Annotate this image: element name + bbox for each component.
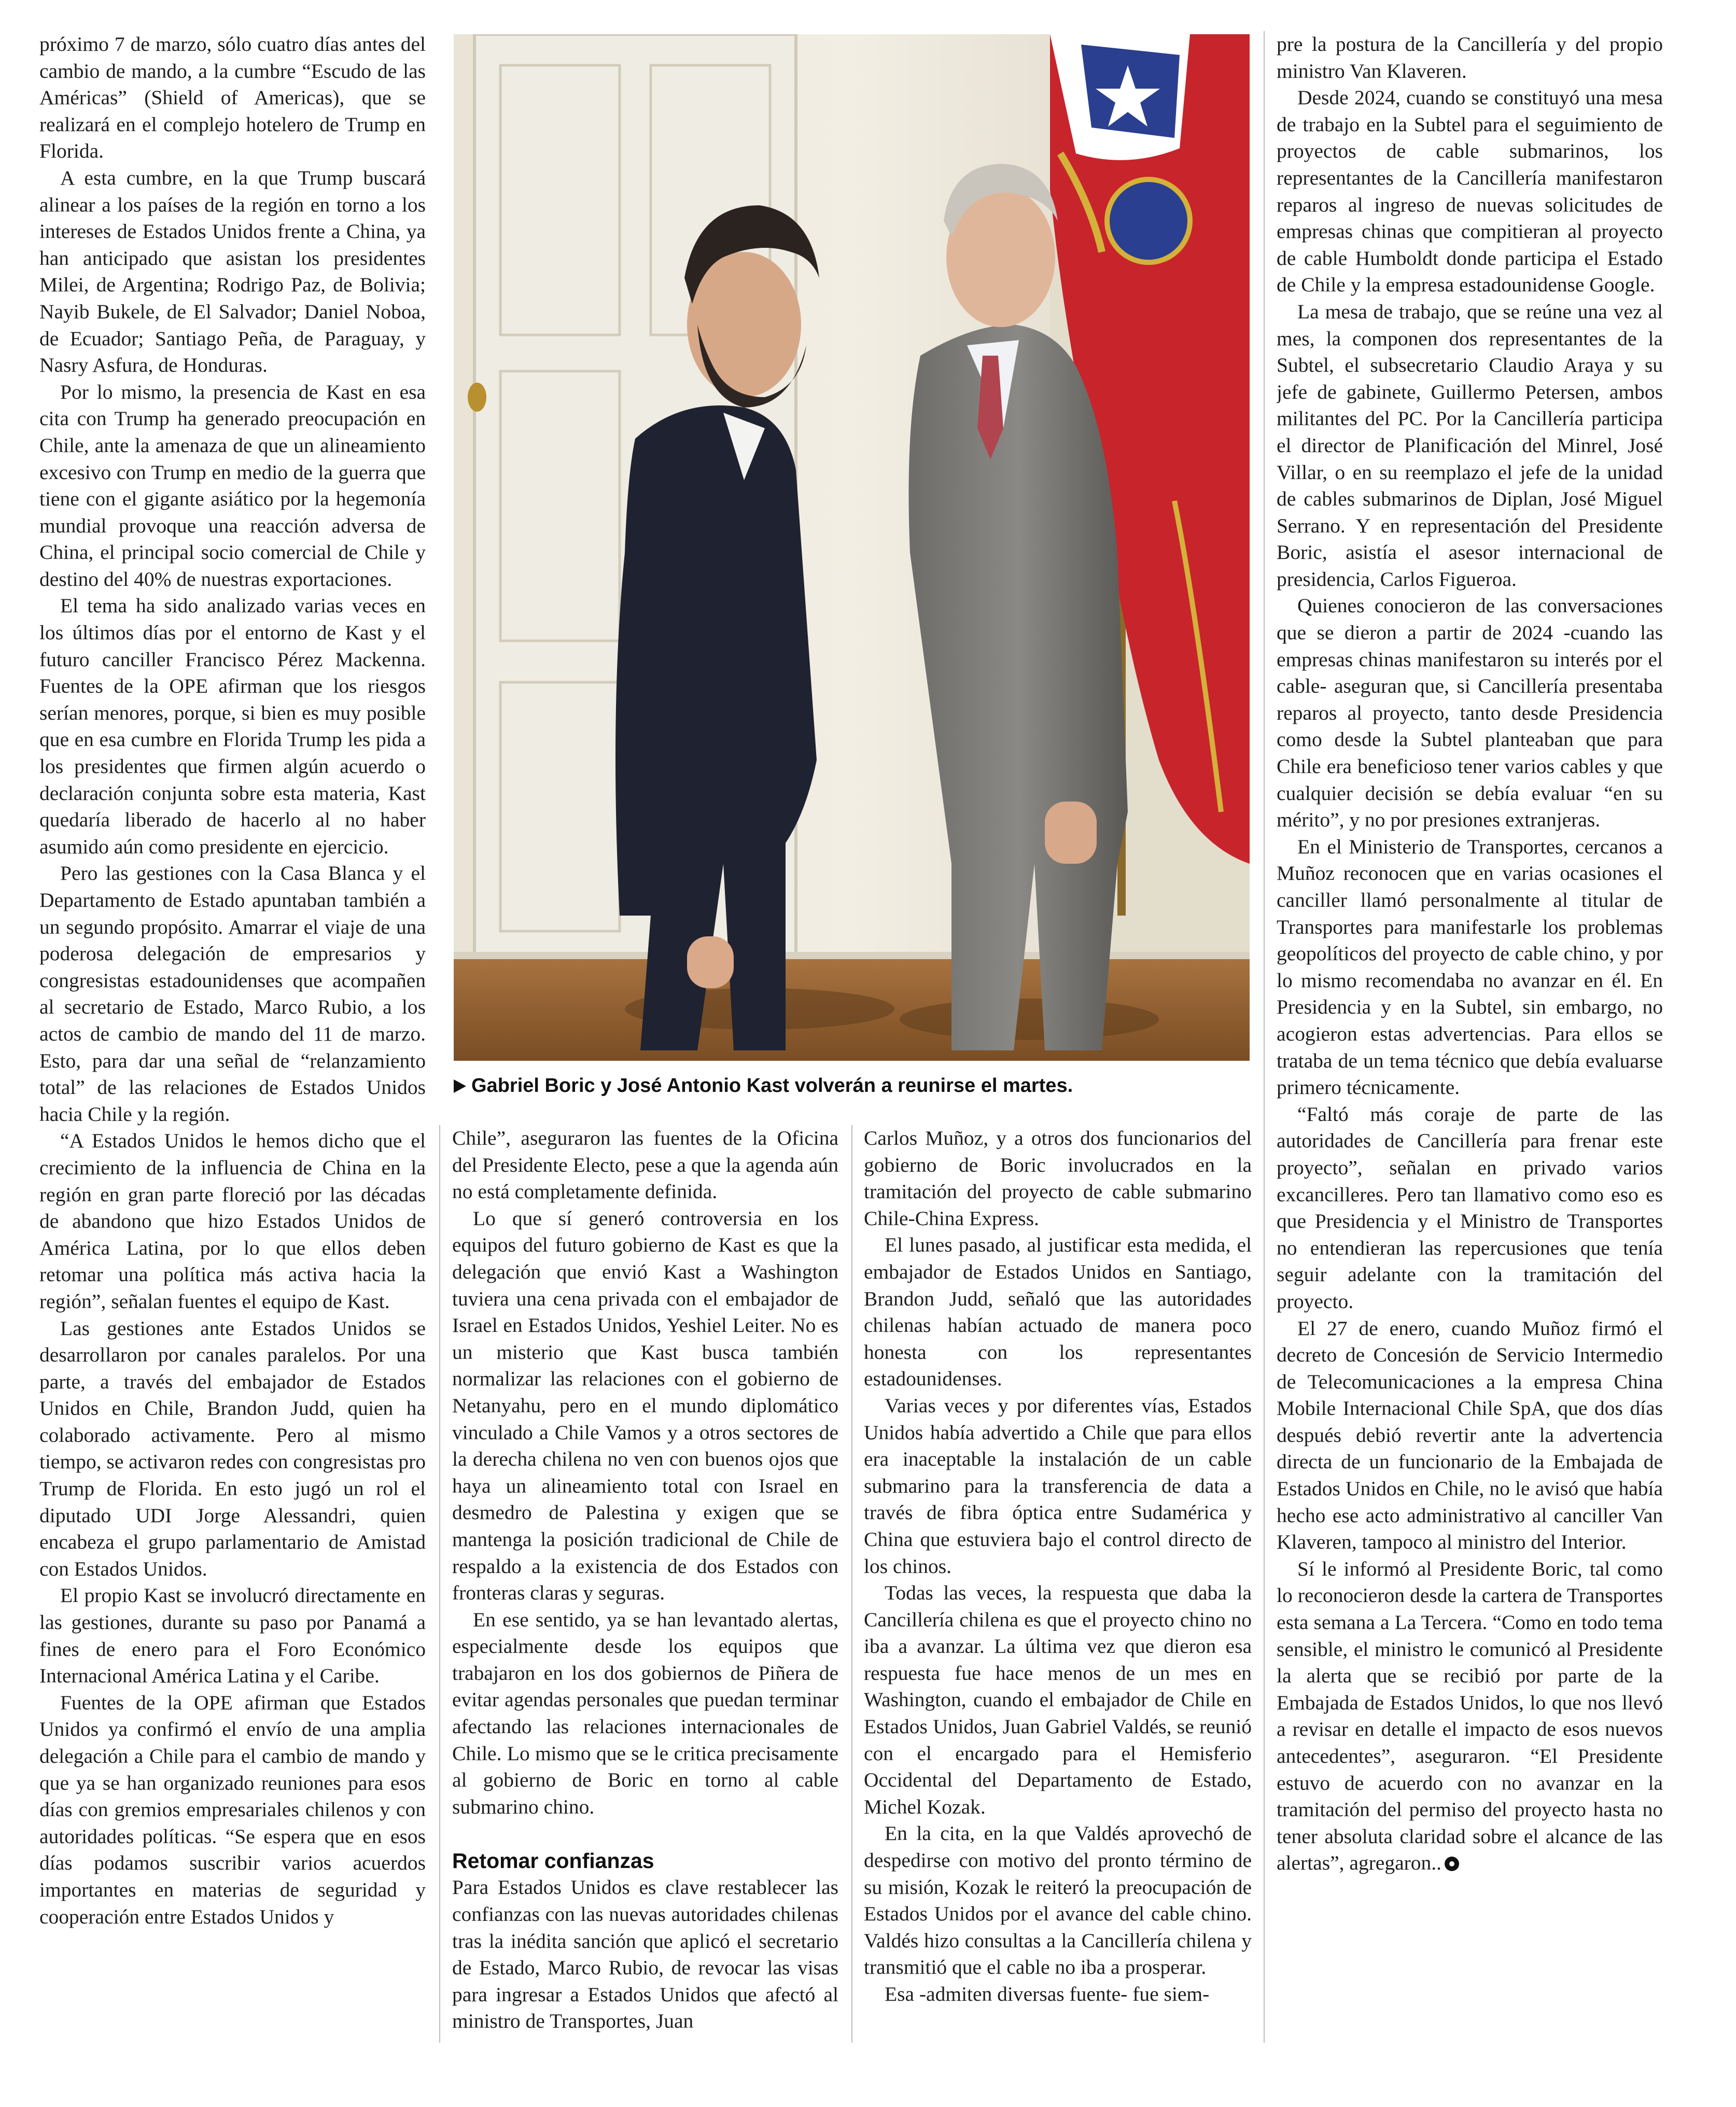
paragraph: Fuentes de la OPE afirman que Estados Unidos ya confirmó el envío de una amplia delegación a Chile para el cambio de mando y que ya se han organizado reuniones para esos días con gremios empresariales chilenos y con autoridades políticas. “Se espera que en esos días podamos suscribir varios acuerdos importantes en materias de seguridad y cooperación entre Estados Unidos y bbox=[39, 1691, 426, 1928]
paragraph: El lunes pasado, al justificar esta medida, el embajador de Estados Unidos en Santiago, Brandon Judd, señaló que las autoridades chilenas habían actuado de manera poco honesta con los representantes estadounidenses. bbox=[864, 1233, 1252, 1390]
paragraph: En el Ministerio de Transportes, cercanos a Muñoz reconocen que en varias ocasiones el canciller llamó personalmente al titular de Transportes para manifestarle los problemas geopolíticos del proyecto de cable chino, y por lo mismo recomendaba no avanzar en él. En Presidencia y en la Subtel, sin embargo, no acogieron estas advertencias. Para ellos se trataba de un tema técnico que debía evaluarse primero técnicamente. bbox=[1277, 835, 1663, 1099]
article-column-1 bbox=[39, 31, 426, 2043]
column-divider bbox=[439, 1125, 440, 2043]
section-subheading: Retomar confianzas bbox=[452, 1849, 654, 1873]
paragraph: “A Estados Unidos le hemos dicho que el crecimiento de la influencia de China en la región en gran parte floreció por las décadas de abandono que hizo Estados Unidos de América Latina, por lo que ellos deben retomar una política más activa hacia la región”, señalan fuentes el equipo de Kast. bbox=[39, 1129, 426, 1313]
paragraph: Pero las gestiones con la Casa Blanca y el Departamento de Estado apuntaban también a un segundo propósito. Amarrar el viaje de una poderosa delegación de empresarios y congresistas estadounidenses que acompañen al secretario de Estado, Marco Rubio, a los actos de cambio de mando del 11 de marzo. Esto, para dar una señal de “relanzamiento total” de las relaciones de Estados Unidos hacia Chile y la región. bbox=[39, 862, 426, 1126]
column-divider bbox=[1264, 31, 1265, 2043]
paragraph: En ese sentido, ya se han levantado alertas, especialmente desde los equipos que trabajaron en los dos gobiernos de Piñera de evitar agendas personales que puedan terminar afectando las relaciones internacionales de Chile. Lo mismo que se le critica precisamente al gobierno de Boric en torno al cable submarino chino. bbox=[452, 1608, 838, 1818]
paragraph: próximo 7 de marzo, sólo cuatro días antes del cambio de mando, a la cumbre “Escudo de las Américas” (Shield of Americas), que se realizará en el complejo hotelero de Trump en Florida. bbox=[39, 33, 426, 163]
paragraph-final bbox=[1277, 1556, 1663, 1877]
paragraph: Varias veces y por diferentes vías, Estados Unidos había advertido a Chile que para ellos era inaceptable la instalación de un cable submarino para la transferencia de data a través de fibra óptica entre Sudamérica y China que estuviera bajo el control directo de los chinos. bbox=[864, 1394, 1252, 1578]
paragraph: El tema ha sido analizado varias veces en los últimos días por el entorno de Kast y el futuro canciller Francisco Pérez Mackenna. Fuentes de la OPE afirman que los riesgos serían menores, porque, si bien es muy posible que en esa cumbre en Florida Trump les pida a los presidentes que firmen algún acuerdo o declaración conjunta sobre esta materia, Kast quedaría liberado de hacerlo al no haber asumido aún como presidente en ejercicio. bbox=[39, 594, 426, 858]
paragraph: El propio Kast se involucró directamente en las gestiones, durante su paso por Panamá a fines de enero para el Foro Económico Internacional América Latina y el Caribe. bbox=[39, 1584, 426, 1688]
article-column-2 bbox=[452, 1125, 838, 2043]
paragraph: pre la postura de la Cancillería y del propio ministro Van Klaveren. bbox=[1277, 33, 1663, 82]
photo-illustration bbox=[454, 34, 1250, 1061]
caption-text: Gabriel Boric y José Antonio Kast volverán a reunirse el martes. bbox=[471, 1075, 1073, 1097]
final-paragraph-text: Sí le informó al Presidente Boric, tal como lo reconocieron desde la cartera de Transportes esta semana a La Tercera. “Como en todo tema sensible, el ministro le comunicó al Presidente la alerta que se recibió por parte de la Embajada de Estados Unidos, lo que nos llevó a revisar en detalle el impacto de esos nuevos antecedentes”, aseguraron. “El Presidente estuvo de acuerdo con no avanzar en la tramitación del permiso del proyecto hasta no tener absoluta claridad sobre el alcance de las alertas”, agregaron.. bbox=[1277, 1557, 1663, 1875]
paragraph: “Faltó más coraje de parte de las autoridades de Cancillería para frenar este proyecto”, señalan en privado varios excancilleres. Pero tan llamativo como eso es que Presidencia y el Ministro de Transportes no entendieran las repercusiones que tenía seguir adelante con la tramitación del proyecto. bbox=[1277, 1102, 1663, 1313]
paragraph: Desde 2024, cuando se constituyó una mesa de trabajo en la Subtel para el seguimiento de proyectos de cable submarinos, los representantes de la Cancillería manifestaron reparos al ingreso de nuevas solicitudes de empresas chinas que compitieran al proyecto de cable Humboldt donde participa el Estado de Chile y la empresa estadounidense Google. bbox=[1277, 86, 1663, 297]
caption-arrow-icon bbox=[454, 1079, 466, 1093]
paragraph: Las gestiones ante Estados Unidos se desarrollaron por canales paralelos. Por una parte, a través del embajador de Estados Unidos en Chile, Brandon Judd, quien ha colaborado activamente. Pero al mismo tiempo, se activaron redes con congresistas pro Trump de Florida. En esto jugó un rol el diputado UDI Jorge Alessandri, quien encabeza el grupo parlamentario de Amistad con Estados Unidos. bbox=[39, 1316, 426, 1580]
paragraph: Por lo mismo, la presencia de Kast en esa cita con Trump ha generado preocupación en Chile, ante la amenaza de que un alineamiento excesivo con Trump en medio de la guerra que tiene con el gigante asiático por la hegemonía mundial provoque una reacción adversa de China, el principal socio comercial de Chile y destino del 40% de nuestras exportaciones. bbox=[39, 380, 426, 591]
paragraph: El 27 de enero, cuando Muñoz firmó el decreto de Concesión de Servicio Intermedio de Telecomunicaciones a la empresa China Mobile Internacional Chile SpA, que dos días después debió revertir ante la advertencia directa de un funcionario de la Embajada de Estados Unidos en Chile, no le avisó que había hecho ese acto administrativo al canciller Van Klaveren, tampoco al ministro del Interior. bbox=[1277, 1316, 1663, 1554]
paragraph: Carlos Muñoz, y a otros dos funcionarios del gobierno de Boric involucrados en la tramitación del proyecto de cable submarino Chile-China Express. bbox=[864, 1127, 1252, 1230]
paragraph: A esta cumbre, en la que Trump buscará alinear a los países de la región en torno a los intereses de Estados Unidos frente a China, ya han anticipado que asistan los presidentes Milei, de Argentina; Rodrigo Paz, de Bolivia; Nayib Bukele, de El Salvador; Daniel Noboa, de Ecuador; Santiago Peña, de Paraguay, y Nasry Asfura, de Honduras. bbox=[39, 166, 426, 377]
column-divider bbox=[851, 1125, 852, 2043]
end-of-article-icon bbox=[1445, 1857, 1459, 1871]
paragraph: Chile”, aseguraron las fuentes de la Oficina del Presidente Electo, pese a que la agenda aún no está completamente definida. bbox=[452, 1127, 838, 1203]
news-photo bbox=[454, 34, 1250, 1061]
paragraph: Quienes conocieron de las conversaciones que se dieron a partir de 2024 -cuando las empresas chinas manifestaron su interés por el cable- aseguran que, si Cancillería presentaba reparos al proyecto, tanto desde Presidencia como desde la Subtel planteaban que para Chile era beneficioso tener varios cables y que cualquier decisión se debía evaluar “en su mérito”, y no por presiones extranjeras. bbox=[1277, 594, 1663, 832]
paragraph: La mesa de trabajo, que se reúne una vez al mes, la componen dos representantes de la Subtel, el subsecretario Claudio Araya y su jefe de gabinete, Guillermo Petersen, ambos militantes del PC. Por la Cancillería participa el director de Planificación del Minrel, José Villar, o en su reemplazo el jefe de la unidad de cables submarinos de Diplan, José Miguel Serrano. Y en representación del Presidente Boric, asistía el asesor internacional de presidencia, Carlos Figueroa. bbox=[1277, 300, 1663, 591]
paragraph: Esa -admiten diversas fuente- fue siem- bbox=[885, 1983, 1210, 2005]
article-column-3 bbox=[864, 1125, 1252, 2043]
paragraph: Lo que sí generó controversia en los equipos del futuro gobierno de Kast es que la delegación que envió Kast a Washington tuviera una cena privada con el embajador de Israel en Estados Unidos, Yeshiel Leiter. No es un misterio que Kast busca también normalizar las relaciones con el gobierno de Netanyahu, pero en el mundo diplomático vinculado a Chile Vamos y a otros sectores de la derecha chilena no ven con buenos ojos que haya un alineamiento total con Israel en desmedro de Palestina y exigen que se mantenga la posición tradicional de Chile de respaldo a la existencia de dos Estados con fronteras claras y seguras. bbox=[452, 1206, 838, 1605]
paragraph: Todas las veces, la respuesta que daba la Cancillería chilena es que el proyecto chino no iba a avanzar. La última vez que dieron esa respuesta fue hace menos de un mes en Washington, cuando el embajador de Chile en Estados Unidos, Juan Gabriel Valdés, se reunió con el encargado para el Hemisferio Occidental del Departamento de Estado, Michel Kozak. bbox=[864, 1581, 1252, 1818]
photo-caption bbox=[454, 1073, 1252, 1098]
paragraph: En la cita, en la que Valdés aprovechó de despedirse con motivo del pronto término de su misión, Kozak le reiteró la preocupación de Estados Unidos por el avance del cable chino. Valdés hizo consultas a la Cancillería chilena y transmitió que el cable no iba a prosperar. bbox=[864, 1822, 1252, 1979]
paragraph: Para Estados Unidos es clave restablecer las confianzas con las nuevas autoridades chilenas tras la inédita sanción que aplicó el secretario de Estado, Marco Rubio, de revocar las visas para ingresar a Estados Unidos que afectó al ministro de Transportes, Juan bbox=[452, 1876, 838, 2033]
article-column-4 bbox=[1277, 31, 1663, 2043]
